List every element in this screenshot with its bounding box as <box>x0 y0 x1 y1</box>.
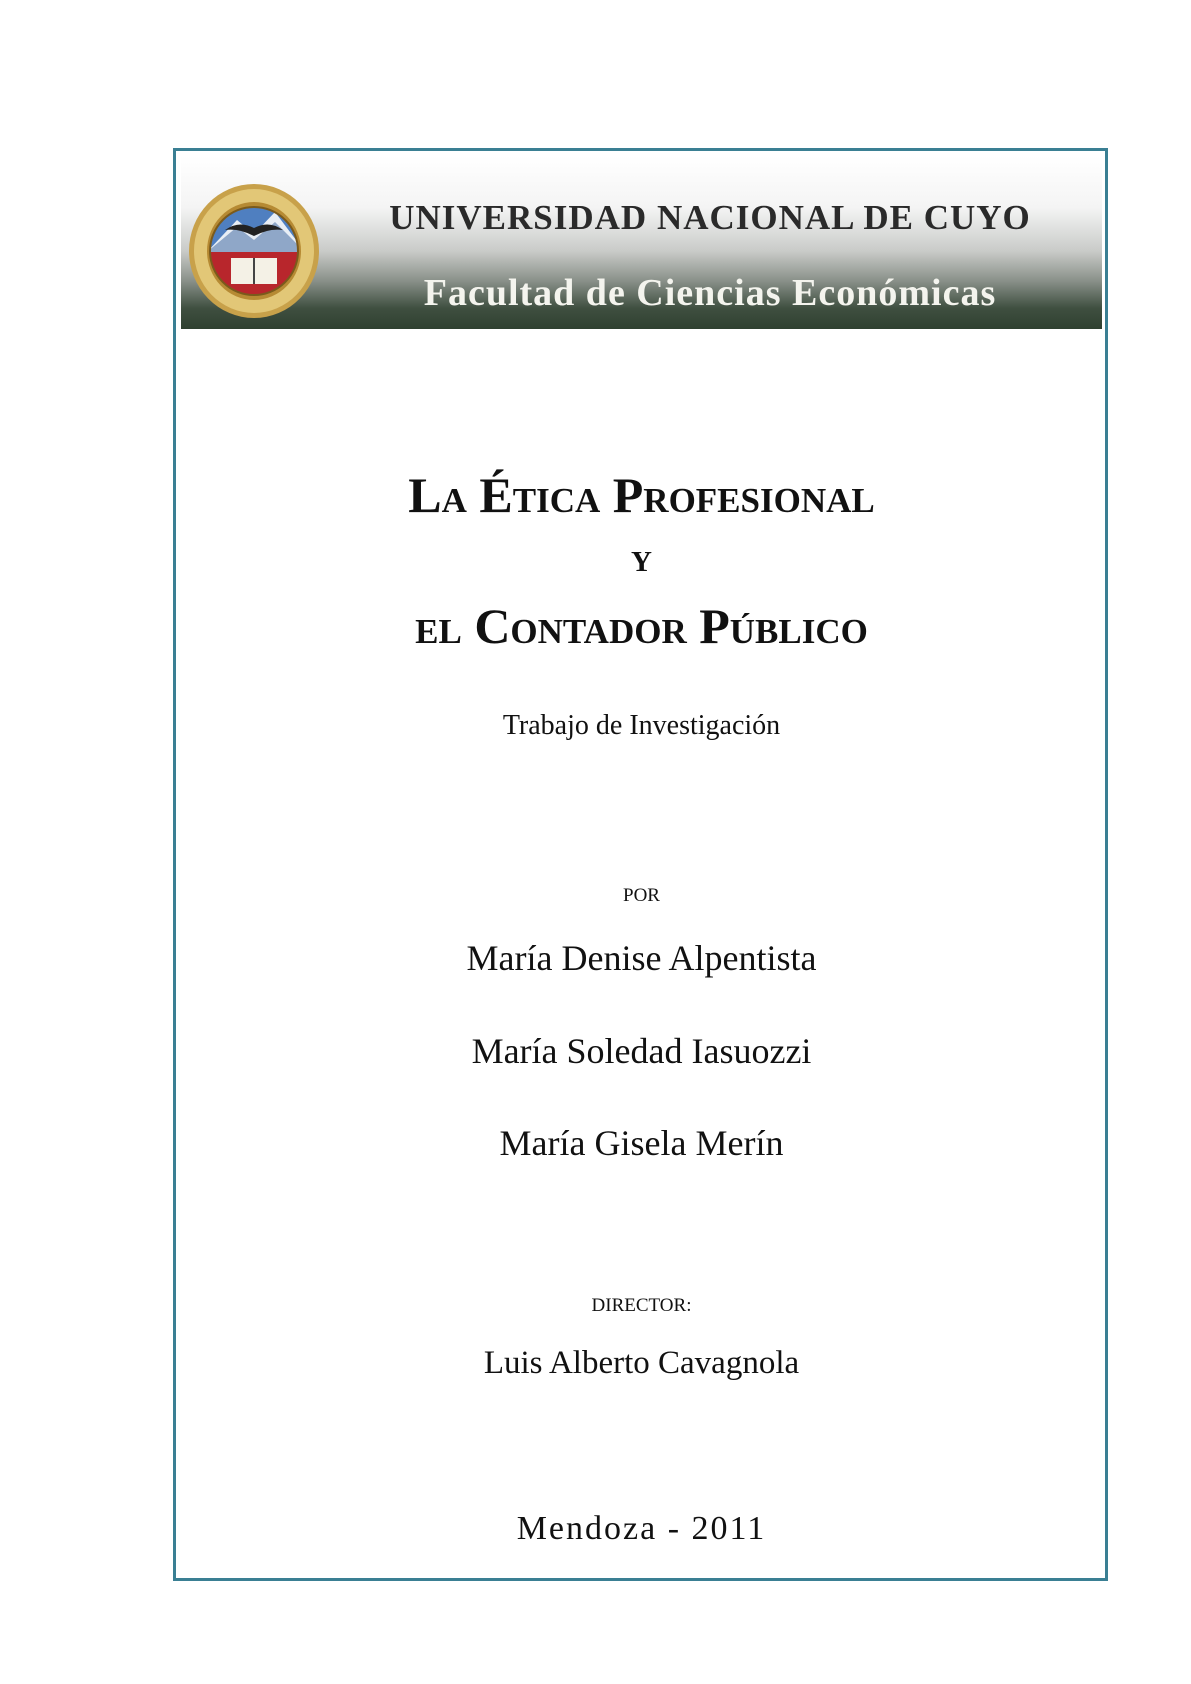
subtitle: Trabajo de Investigación <box>502 710 781 741</box>
director-name: Luis Alberto Cavagnola <box>483 1345 800 1381</box>
university-name: UNIVERSIDAD NACIONAL DE CUYO <box>389 198 1031 237</box>
title-line-3: el Contador Público <box>415 598 868 654</box>
author-1: María Denise Alpentista <box>466 938 817 978</box>
university-seal-icon <box>187 182 322 320</box>
author-3: María Gisela Merín <box>499 1123 784 1163</box>
title-line-1: La Ética Profesional <box>408 467 875 523</box>
director-label: DIRECTOR: <box>591 1295 692 1316</box>
faculty-name: Facultad de Ciencias Económicas <box>423 272 997 314</box>
title-line-2: y <box>631 535 652 581</box>
authors-label: POR <box>623 885 660 906</box>
author-2: María Soledad Iasuozzi <box>471 1031 812 1071</box>
place-date: Mendoza - 2011 <box>516 1510 767 1547</box>
